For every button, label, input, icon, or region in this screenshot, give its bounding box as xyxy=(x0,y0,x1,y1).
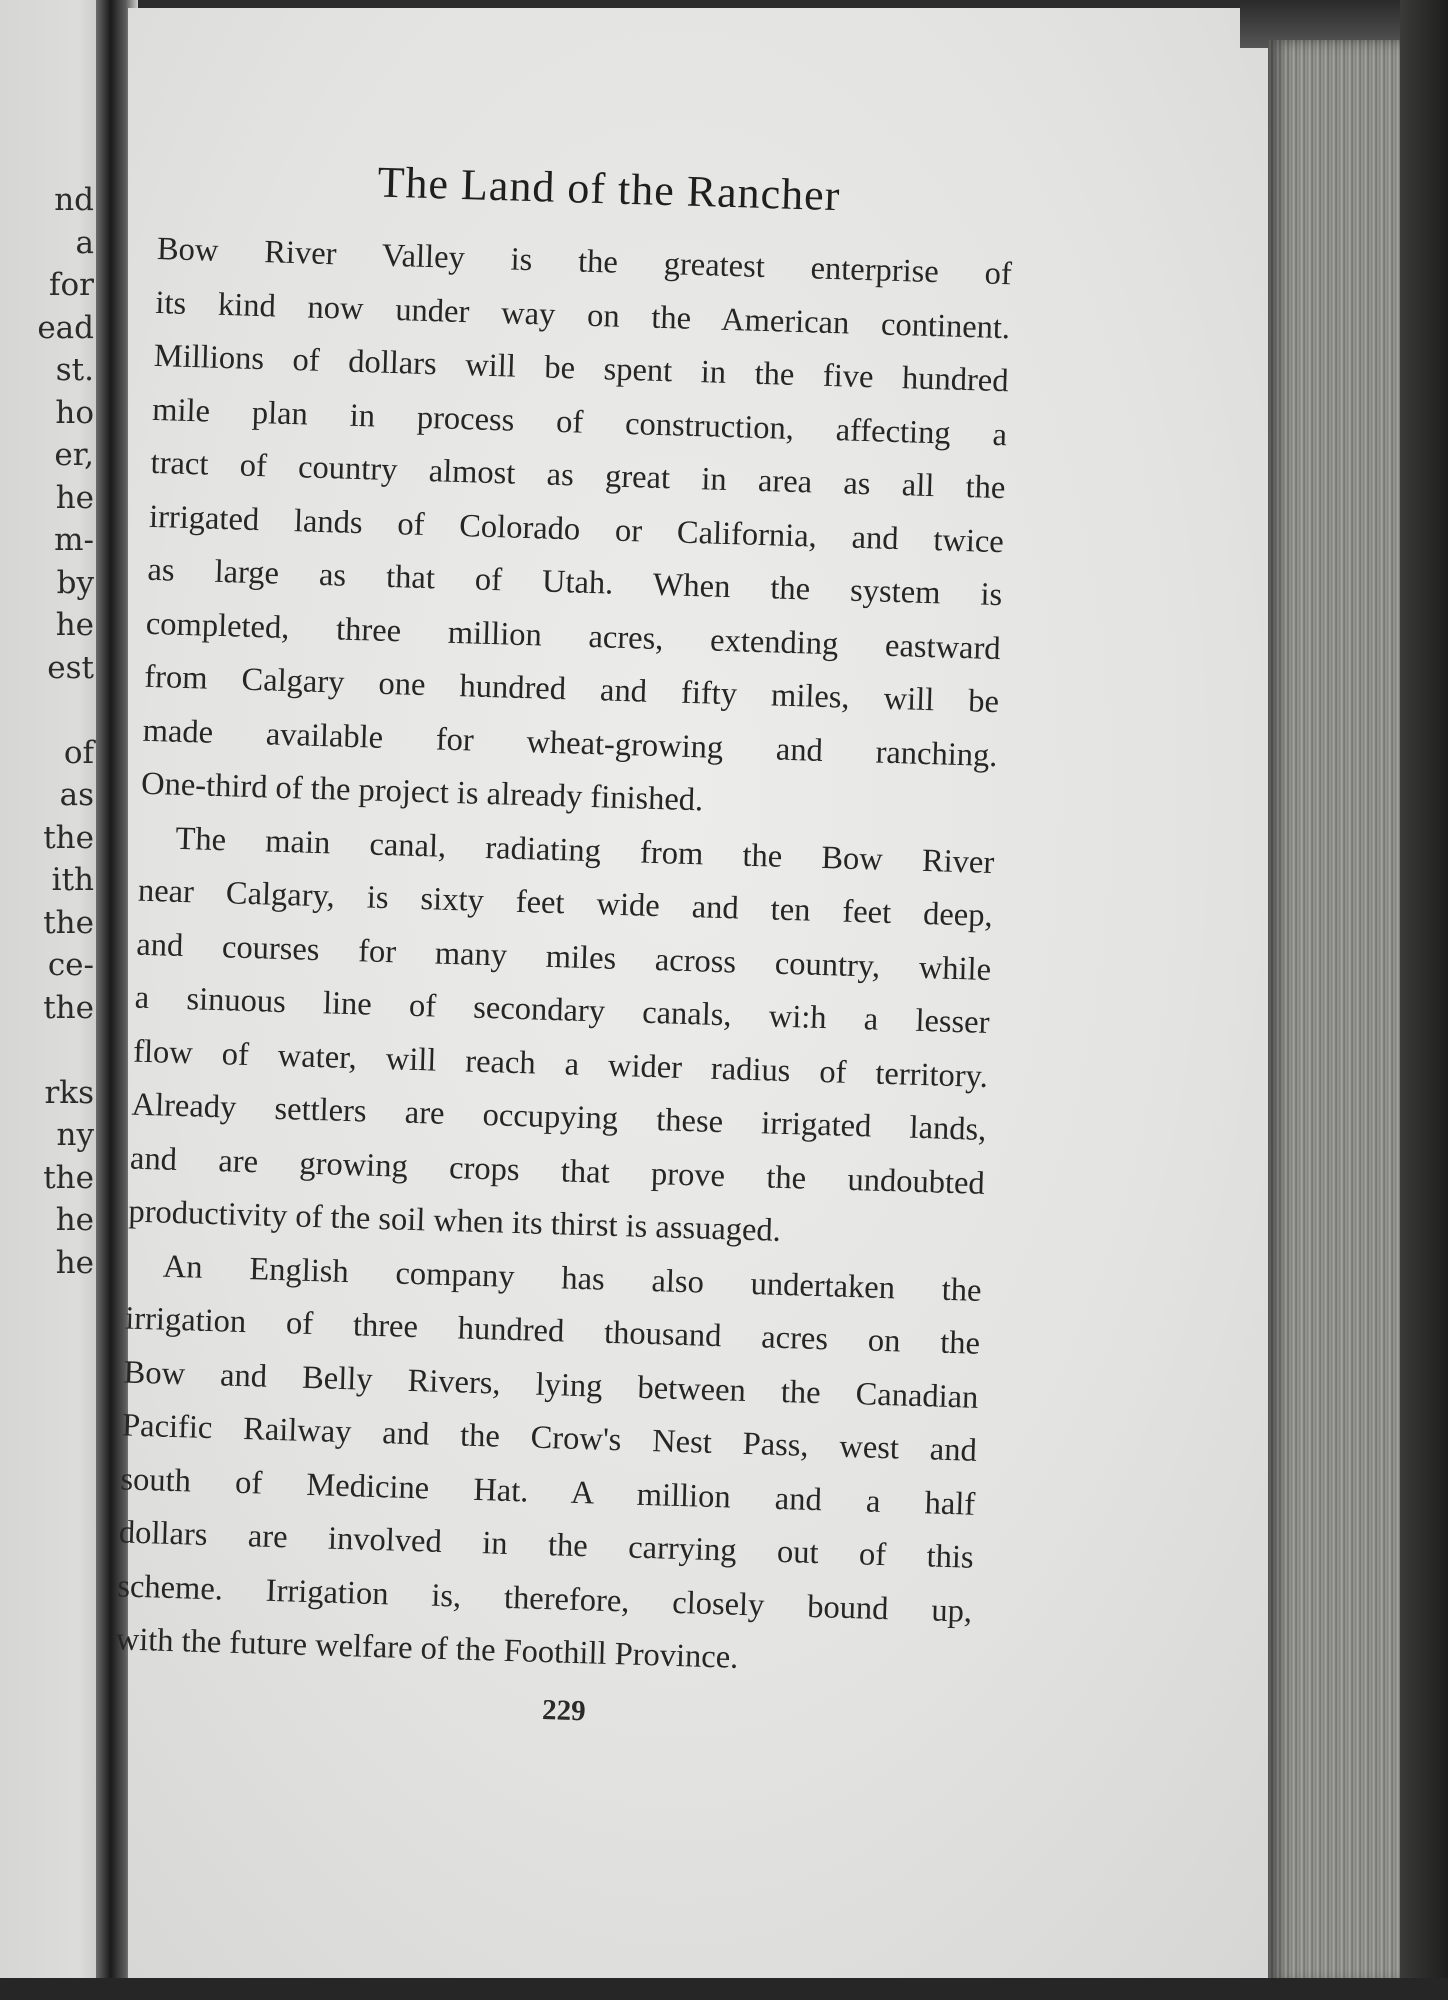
left-page-fragment: of xyxy=(63,734,94,771)
left-page-fragment: a xyxy=(75,224,94,261)
left-page-fragment: he xyxy=(55,607,94,643)
text-line: dollars are involved in the carrying out of this xyxy=(118,1514,975,1576)
text-line: irrigation of three hundred thousand acres on the xyxy=(124,1300,981,1362)
left-page-fragment: he xyxy=(55,1244,94,1281)
text-line: south of Medicine Hat. A million and a half xyxy=(120,1460,976,1523)
text-line: and are growing crops that prove the undoubted xyxy=(129,1140,986,1202)
left-page-fragment: by xyxy=(56,564,94,601)
left-page-fragment: ho xyxy=(55,394,94,431)
left-page-fragment: m- xyxy=(54,522,94,558)
text-line: tract of country almost as great in area as all the xyxy=(150,444,1006,507)
left-page-fragment: as xyxy=(59,777,94,813)
book-cover-edge xyxy=(1400,0,1448,2000)
text-line: The main canal, radiating from the Bow River xyxy=(175,820,995,881)
left-page-fragment: the xyxy=(43,904,94,941)
left-page-fragment: est xyxy=(47,649,94,686)
left-page-fragment: the xyxy=(43,1159,94,1196)
text-line: and courses for many miles across country, while xyxy=(135,926,992,988)
text-line: completed, three million acres, extending eastward xyxy=(145,605,1002,667)
text-line: a sinuous line of secondary canals, wi:h a lesser xyxy=(134,979,991,1041)
text-line: as large as that of Utah. When the system is xyxy=(147,551,1003,614)
left-page-fragment: er, xyxy=(54,437,94,473)
left-page-fragment: he xyxy=(55,479,94,516)
text-line: with the future welfare of the Foothill Province. xyxy=(115,1621,739,1676)
left-page-fragment: for xyxy=(49,267,94,303)
left-page-fragment: he xyxy=(55,1202,94,1238)
left-page-fragment: ny xyxy=(56,1117,94,1153)
bottom-shadow xyxy=(0,1978,1448,2000)
left-page-fragment: the xyxy=(43,989,94,1026)
text-line: An English company has also undertaken the xyxy=(162,1248,983,1309)
text-line: made available for wheat-growing and ranching. xyxy=(142,712,998,774)
text-line: irrigated lands of Colorado or California, and twice xyxy=(148,498,1005,560)
text-line: One-third of the project is already finished. xyxy=(140,765,704,819)
text-line: Millions of dollars will be spent in the five hundred xyxy=(153,337,1010,400)
left-page-fragment: ead xyxy=(37,309,94,346)
text-line: productivity of the soil when its thirst is assuaged. xyxy=(127,1193,782,1249)
text-line: flow of water, will reach a wider radius of territory. xyxy=(132,1033,989,1095)
left-page-fragment: the xyxy=(43,819,94,856)
page-number: 229 xyxy=(541,1693,587,1727)
page-text-block xyxy=(114,150,1060,1741)
text-line: mile plan in process of construction, affecting a xyxy=(151,391,1008,453)
text-line: Pacific Railway and the Crow's Nest Pass, west and xyxy=(121,1407,978,1469)
text-line: near Calgary, is sixty feet wide and ten feet deep, xyxy=(137,872,994,935)
left-page-fragment: rks xyxy=(44,1074,94,1111)
text-line: its kind now under way on the American continent. xyxy=(154,284,1011,346)
text-line: Bow and Belly Rivers, lying between the Canadian xyxy=(123,1353,979,1416)
running-head: The Land of the Rancher xyxy=(377,157,842,221)
body-text xyxy=(115,223,1057,1694)
text-line: Already settlers are occupying these irrigated lands, xyxy=(131,1086,987,1148)
left-page-fragment: ith xyxy=(51,862,94,898)
text-line: from Calgary one hundred and fifty miles, will be xyxy=(143,658,1000,721)
left-page-fragment: nd xyxy=(54,182,94,218)
text-line: scheme. Irrigation is, therefore, closely bound up, xyxy=(116,1567,973,1630)
left-page-fragment: ce- xyxy=(47,947,94,983)
text-line: Bow River Valley is the greatest enterprise of xyxy=(156,230,1013,293)
left-page-fragment: st. xyxy=(55,352,94,388)
page-fore-edge xyxy=(1268,40,1418,1985)
